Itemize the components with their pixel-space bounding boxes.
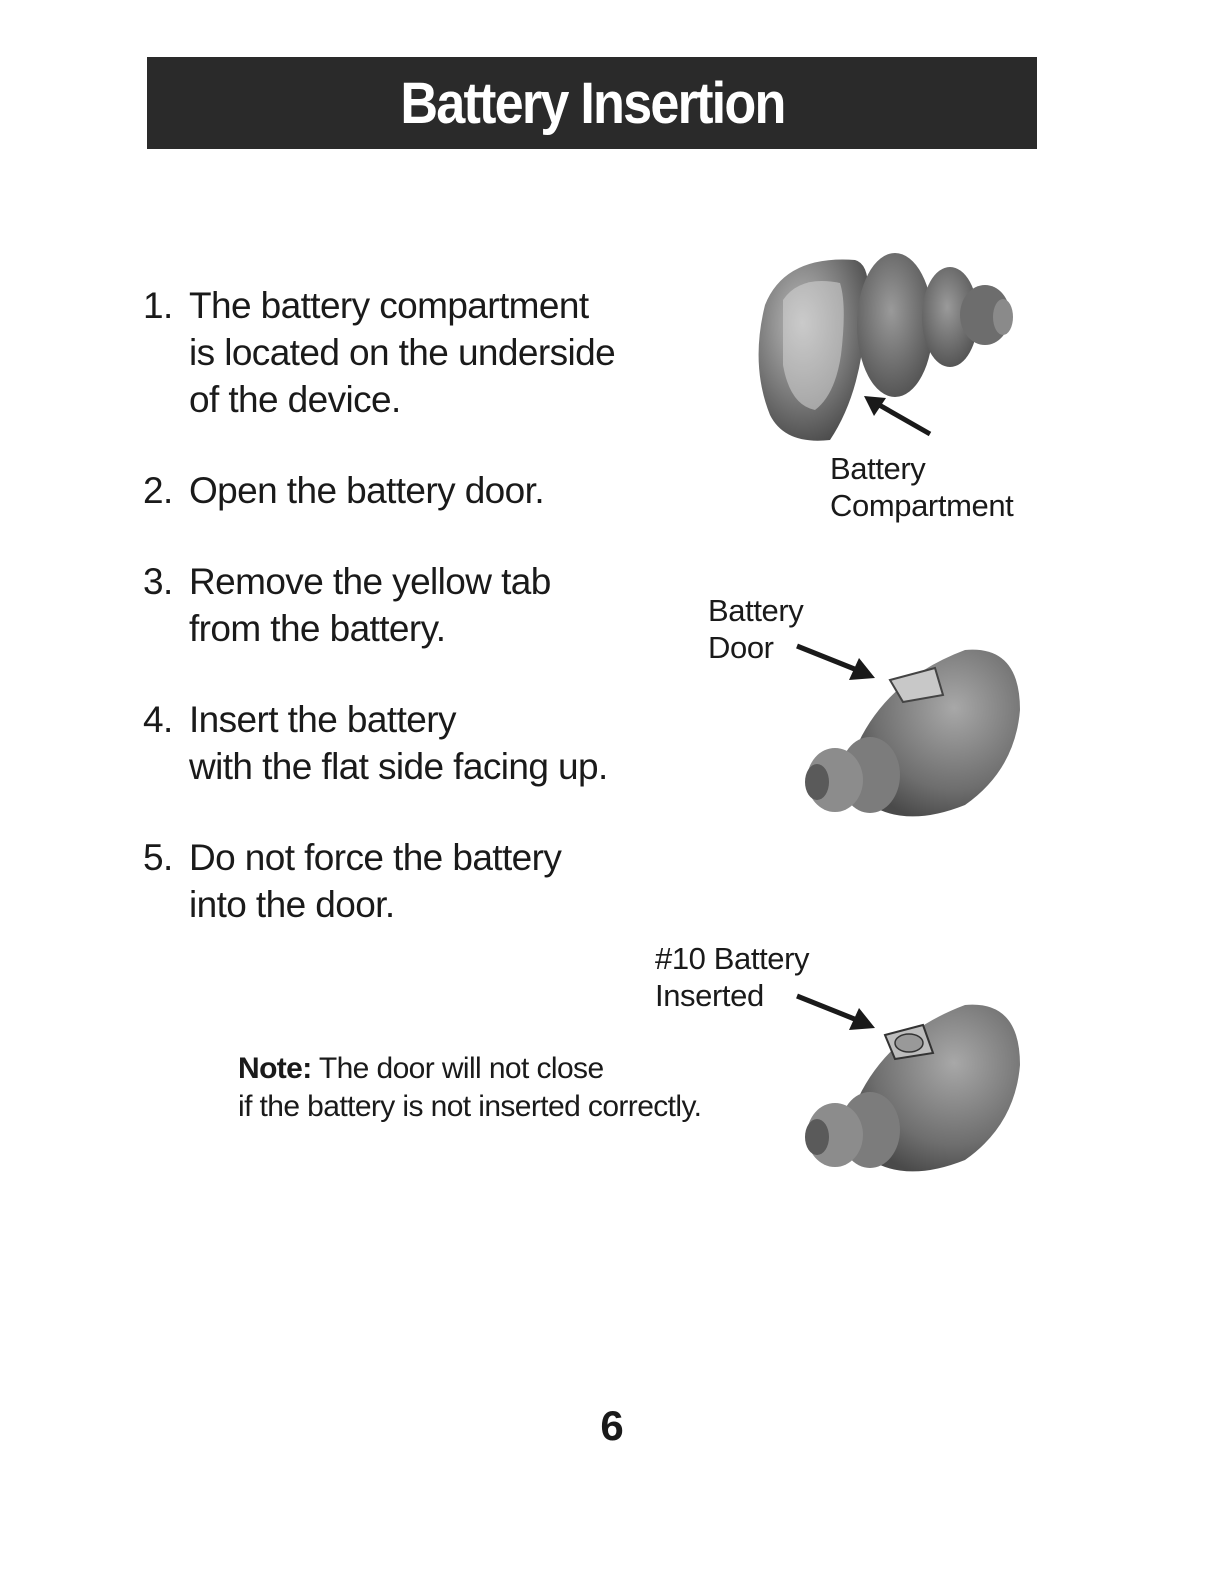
step-text: The battery compartment is located on the underside of the device.	[189, 285, 616, 420]
note-line-2: if the battery is not inserted correctly.	[238, 1090, 702, 1123]
compartment-arrow-icon	[860, 392, 940, 442]
step-text: Insert the battery with the flat side facing up.	[189, 699, 608, 787]
battery-door-image	[795, 640, 1035, 835]
step-text: Open the battery door.	[189, 470, 544, 511]
compartment-label: Battery Compartment	[830, 451, 1014, 523]
step-2	[143, 467, 663, 514]
title-bar	[147, 57, 1037, 149]
note-line-1: The door will not close	[311, 1052, 604, 1085]
step-number: 5.	[143, 837, 173, 878]
note-heading: Note:	[238, 1052, 312, 1085]
steps-list	[143, 282, 663, 928]
page-number: 6	[600, 1402, 624, 1449]
note	[238, 1050, 701, 1126]
inserted-label: #10 Battery Inserted	[655, 941, 810, 1013]
door-label: Battery Door	[708, 593, 804, 665]
step-4	[143, 696, 663, 790]
step-1	[143, 282, 663, 423]
page-title: Battery Insertion	[399, 70, 785, 136]
step-number: 1.	[143, 285, 173, 326]
step-number: 4.	[143, 699, 173, 740]
battery-inserted-image	[795, 995, 1035, 1190]
step-number: 3.	[143, 561, 173, 602]
step-text: Remove the yellow tab from the battery.	[189, 561, 551, 649]
step-number: 2.	[143, 470, 173, 511]
step-text: Do not force the battery into the door.	[189, 837, 562, 925]
step-3	[143, 558, 663, 652]
step-5	[143, 834, 663, 928]
